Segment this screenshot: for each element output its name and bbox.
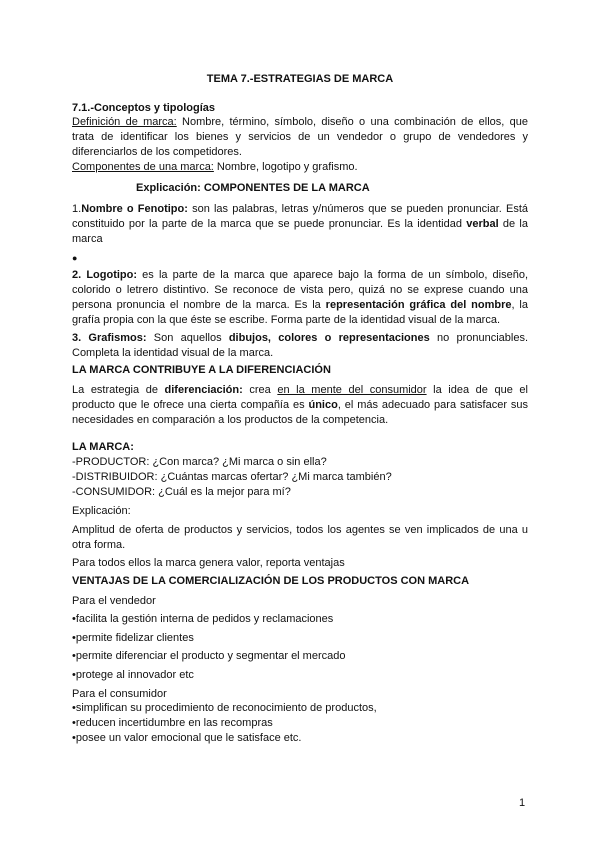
item1-line-3: marca (72, 233, 103, 245)
dif-text-1e: la idea de que el (426, 384, 528, 396)
la-marca-heading: LA MARCA: (72, 441, 134, 453)
definition-label: Definición de marca: (72, 116, 177, 128)
item1-term: Nombre o Fenotipo: (81, 203, 188, 215)
dif-text-1c: crea (242, 384, 278, 396)
item2-term-representacion: representación gráfica del nombre (325, 299, 512, 311)
section-heading-conceptos: 7.1.-Conceptos y tipologías (72, 102, 216, 114)
item2-text-3-end: , la (511, 299, 528, 311)
bullet-marker: ● (72, 253, 78, 263)
dif-term-unico: único (308, 399, 338, 411)
item2-line-1 (72, 268, 528, 283)
dif-text-2a: producto que le ofrece una cierta compañía es (72, 399, 309, 411)
item1-number: 1. (72, 203, 82, 215)
vendedor-label: Para el vendedor (72, 595, 156, 607)
explicacion-heading: Explicación: COMPONENTES DE LA MARCA (136, 182, 370, 194)
consumidor-item: •posee un valor emocional que le satisface etc. (72, 732, 302, 744)
item2-line-2: colorido o letrero distintivo. Se reconoce de vista pero, quizá no se exprese cuando una (72, 284, 528, 296)
item3-text-1a: Son aquellos (146, 332, 229, 344)
la-marca-line-consumidor: -CONSUMIDOR: ¿Cuál es la mejor para mí? (72, 486, 291, 498)
vendedor-item: •facilita la gestión interna de pedidos y reclamaciones (72, 613, 334, 625)
consumidor-item: •simplifican su procedimiento de reconocimiento de productos, (72, 702, 377, 714)
components-text: Nombre, logotipo y grafismo. (213, 161, 358, 173)
page-title: TEMA 7.-ESTRATEGIAS DE MARCA (206, 73, 394, 85)
amplitud-line-2: otra forma. (72, 539, 126, 551)
amplitud-line-1: Amplitud de oferta de productos y servicios, todos los agentes se ven implicados de una u (72, 524, 528, 536)
item1-line-1 (72, 202, 528, 217)
dif-term: diferenciación: (164, 384, 243, 396)
item1-text-2-end: de la (498, 218, 528, 230)
item2-line-4: grafía propia con la que éste se escribe. Forma parte de la identidad visual de la marca. (72, 314, 501, 326)
page-number: 1 (519, 797, 526, 809)
ventajas-heading: VENTAJAS DE LA COMERCIALIZACIÓN DE LOS PRODUCTOS CON MARCA (72, 575, 470, 587)
diferenciacion-line-1 (72, 383, 528, 398)
components-line (72, 160, 528, 175)
la-marca-line-productor: -PRODUCTOR: ¿Con marca? ¿Mi marca o sin ella? (72, 456, 327, 468)
item3-line-2: Completa la identidad visual de la marca. (72, 347, 274, 359)
item1-text-2: constituido por la parte de la marca que se puede pronunciar. Es la identidad (72, 218, 467, 230)
diferenciacion-line-3: necesidades en comparación a los productos de la competencia. (72, 414, 389, 426)
item3-term-dibujos: dibujos, colores o representaciones (228, 332, 430, 344)
vendedor-item: •permite fidelizar clientes (72, 632, 194, 644)
dif-underlined: en la mente del consumidor (277, 384, 427, 396)
dif-text-2c: , el más adecuado para satisfacer sus (337, 399, 529, 411)
item2-text-1: es la parte de la marca que aparece bajo la forma de un símbolo, diseño, (137, 269, 528, 281)
consumidor-item: •reducen incertidumbre en las recompras (72, 717, 273, 729)
item2-term: 2. Logotipo: (72, 269, 138, 281)
item1-text-1: son las palabras, letras y/números que se pueden pronunciar. Está (187, 203, 528, 215)
para-todos-line: Para todos ellos la marca genera valor, reporta ventajas (72, 557, 345, 569)
consumidor-label: Para el consumidor (72, 688, 167, 700)
vendedor-item: •protege al innovador etc (72, 669, 194, 681)
definition-line-1 (72, 115, 528, 130)
dif-text-1a: La estrategia de (72, 384, 165, 396)
item1-line-2 (72, 217, 528, 232)
item1-term-verbal: verbal (466, 218, 499, 230)
vendedor-item: •permite diferenciar el producto y segmentar el mercado (72, 650, 346, 662)
definition-line-2: trata de identificar los bienes y servicios de un vendedor o grupo de vendedores y (72, 131, 528, 143)
item2-text-3: persona pronuncia el nombre de la marca. Es la (72, 299, 326, 311)
diferenciacion-line-2 (72, 398, 528, 413)
definition-text-1: Nombre, término, símbolo, diseño o una combinación de ellos, que (176, 116, 528, 128)
item2-line-3 (72, 298, 528, 313)
item3-line-1 (72, 331, 528, 346)
la-marca-line-distribuidor: -DISTRIBUIDOR: ¿Cuántas marcas ofertar? ¿Mi marca también? (72, 471, 392, 483)
diferenciacion-heading: LA MARCA CONTRIBUYE A LA DIFERENCIACIÓN (72, 364, 331, 376)
item3-text-1b: no pronunciables. (429, 332, 528, 344)
la-marca-explicacion: Explicación: (72, 505, 131, 517)
components-label: Componentes de una marca: (72, 161, 214, 173)
definition-line-3: diferenciarlos de los competidores. (72, 146, 242, 158)
item3-term: 3. Grafismos: (72, 332, 147, 344)
